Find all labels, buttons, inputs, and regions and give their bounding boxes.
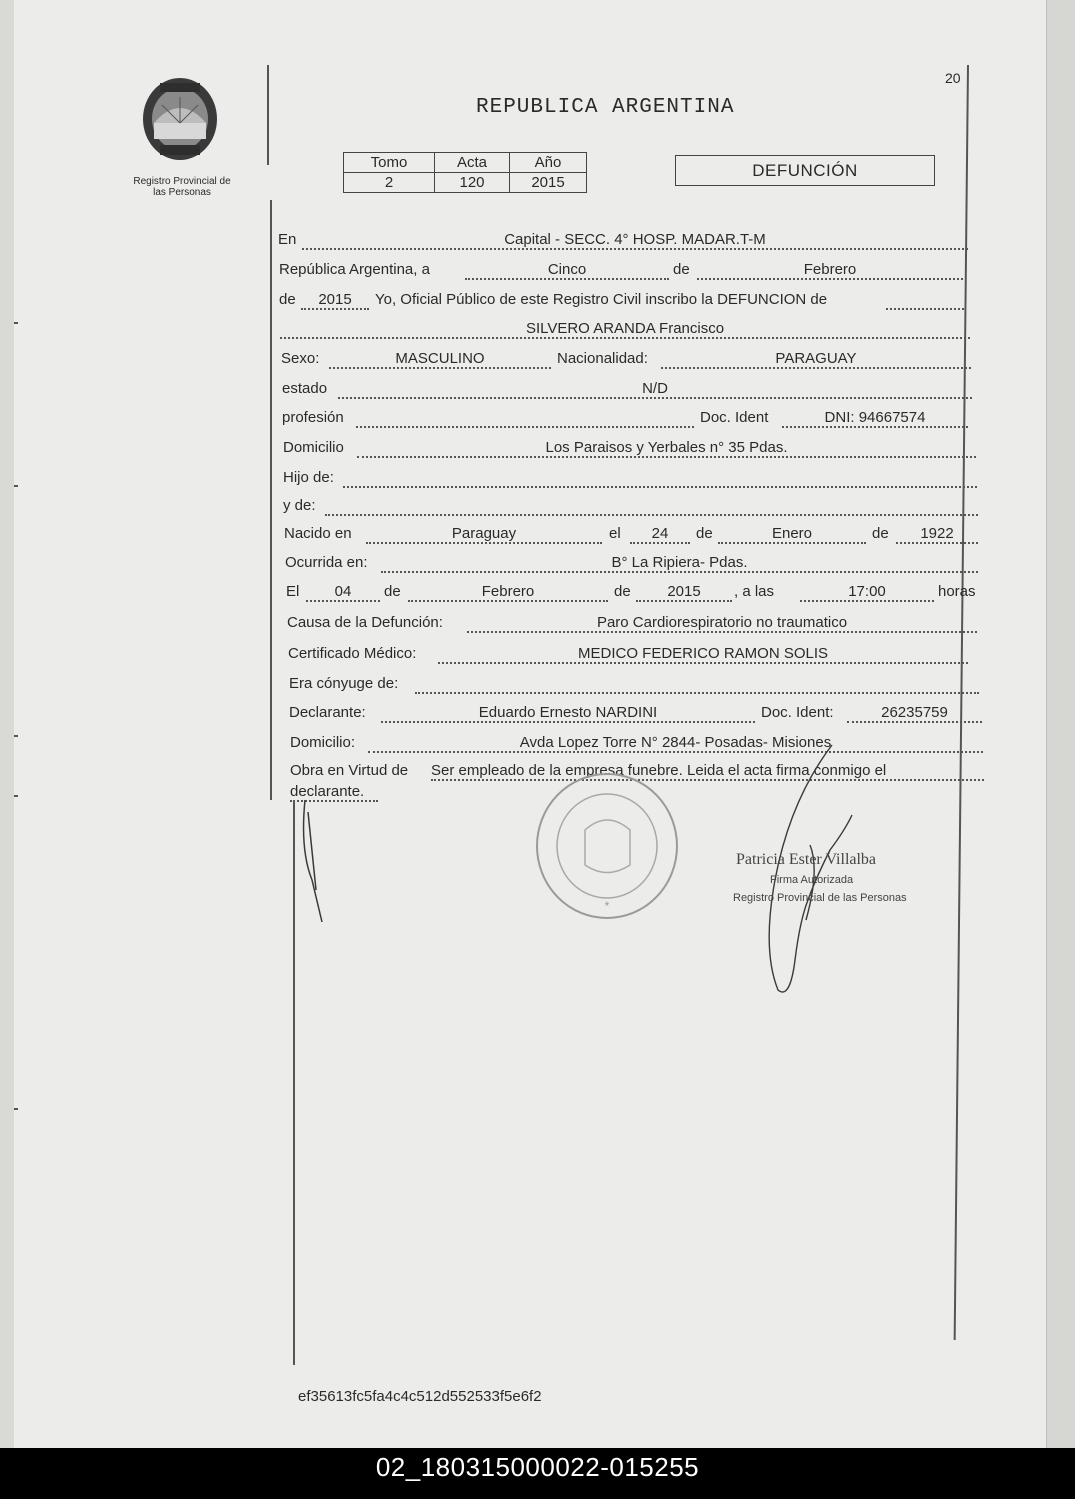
tomo-header: Tomo xyxy=(344,153,435,173)
hora-field: 17:00 xyxy=(800,583,934,602)
doc-ident-label: Doc. Ident xyxy=(700,409,769,426)
svg-text:*: * xyxy=(604,899,610,913)
de-label: de xyxy=(384,583,401,600)
decl-domicilio-label: Domicilio: xyxy=(290,734,356,751)
anio-header: Año xyxy=(510,153,587,173)
sexo-label: Sexo: xyxy=(281,350,320,367)
ocurrida-field: B° La Ripiera- Pdas. xyxy=(381,554,978,573)
certificado-field: MEDICO FEDERICO RAMON SOLIS xyxy=(438,645,968,664)
conyuge-label: Era cónyuge de: xyxy=(289,675,399,692)
decl-domicilio-field: Avda Lopez Torre N° 2844- Posadas- Misiones xyxy=(368,734,983,753)
estado-label: estado xyxy=(282,380,328,397)
el-label: el xyxy=(609,525,621,542)
def-anio-field: 2015 xyxy=(636,583,732,602)
oficial-text: Yo, Oficial Público de este Registro Civil inscribo la DEFUNCION de xyxy=(375,291,828,308)
nombre-field: SILVERO ARANDA Francisco xyxy=(280,320,970,339)
signatory-role: Firma Autorizada xyxy=(770,874,854,886)
def-mes-field: Febrero xyxy=(408,583,608,602)
book-type-box: DEFUNCIÓN xyxy=(675,155,935,186)
de-label: de xyxy=(872,525,889,542)
mes-field: Febrero xyxy=(697,261,963,280)
alas-label: , a las xyxy=(734,583,775,600)
lugar-field: Capital - SECC. 4° HOSP. MADAR.T-M xyxy=(302,231,968,250)
signatory-name: Patricia Ester Villalba xyxy=(736,851,877,868)
def-dia-field: 04 xyxy=(306,583,380,602)
certificado-label: Certificado Médico: xyxy=(288,645,417,662)
acta-value: 120 xyxy=(435,173,510,193)
causa-label: Causa de la Defunción: xyxy=(287,614,443,631)
signatory-registry: Registro Provincial de las Personas xyxy=(733,892,907,904)
obra-field: Ser empleado de la empresa funebre. Leida el acta firma conmigo el xyxy=(431,762,984,781)
registry-label-line: Registro Provincial de xyxy=(133,176,231,187)
estado-field: N/D xyxy=(338,380,972,399)
nac-anio-field: 1922 xyxy=(896,525,978,544)
de-label: de xyxy=(696,525,713,542)
causa-field: Paro Cardiorespiratorio no traumatico xyxy=(467,614,977,633)
decl-doc-label: Doc. Ident: xyxy=(761,704,834,721)
acta-header: Acta xyxy=(435,153,510,173)
declarante-label: Declarante: xyxy=(289,704,366,721)
nac-mes-field: Enero xyxy=(718,525,866,544)
footer-document-id: 02_180315000022-015255 xyxy=(375,1452,700,1482)
declarante-field: Eduardo Ernesto NARDINI xyxy=(381,704,755,723)
dia-field: Cinco xyxy=(465,261,669,280)
domicilio-field: Los Paraisos y Yerbales n° 35 Pdas. xyxy=(357,439,976,458)
document-hash: ef35613fc5fa4c4c512d552533f5e6f2 xyxy=(298,1388,542,1405)
yde-label: y de: xyxy=(283,497,316,514)
country-title: REPUBLICA ARGENTINA xyxy=(476,96,735,119)
republica-label: República Argentina, a xyxy=(279,261,430,278)
doc-ident-field: DNI: 94667574 xyxy=(782,409,968,428)
registry-label-line: las Personas xyxy=(153,187,211,198)
en-label: En xyxy=(278,231,297,248)
de-label: de xyxy=(614,583,631,600)
el-label: El xyxy=(286,583,300,600)
obra-label: Obra en Virtud de xyxy=(290,762,409,779)
nacionalidad-label: Nacionalidad: xyxy=(557,350,648,367)
hijo-label: Hijo de: xyxy=(283,469,334,486)
decl-doc-field: 26235759 xyxy=(847,704,982,723)
domicilio-label: Domicilio xyxy=(283,439,344,456)
tomo-value: 2 xyxy=(344,173,435,193)
nacido-label: Nacido en xyxy=(284,525,352,542)
page-number: 20 xyxy=(945,70,961,86)
horas-label: horas xyxy=(938,583,976,600)
obra-field-cont: declarante. xyxy=(290,783,378,802)
nacido-field: Paraguay xyxy=(366,525,602,544)
nacionalidad-field: PARAGUAY xyxy=(661,350,971,369)
de-label: de xyxy=(673,261,690,278)
de-label: de xyxy=(279,291,296,308)
profesion-label: profesión xyxy=(282,409,344,426)
nac-dia-field: 24 xyxy=(630,525,690,544)
anio-field: 2015 xyxy=(301,291,369,310)
sexo-field: MASCULINO xyxy=(329,350,551,369)
ocurrida-label: Ocurrida en: xyxy=(285,554,368,571)
anio-value: 2015 xyxy=(510,173,587,193)
